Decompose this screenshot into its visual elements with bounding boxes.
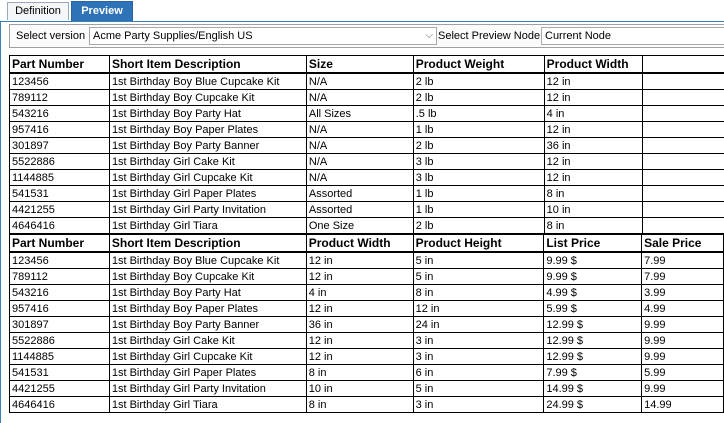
column-header: Sale Price — [642, 235, 724, 253]
column-header: Product Height — [413, 235, 544, 253]
table-cell: 5 in — [413, 252, 544, 269]
table-cell: 4.99 $ — [544, 285, 642, 301]
table-cell: 12 in — [544, 170, 642, 186]
table-cell: 12 in — [413, 301, 544, 317]
table-cell: Assorted — [306, 202, 413, 218]
version-label: Select version — [16, 30, 86, 42]
table-cell: 1st Birthday Boy Paper Plates — [109, 122, 306, 138]
table-row — [10, 365, 724, 381]
table-cell: 10 in — [306, 381, 413, 397]
table-cell — [642, 106, 724, 122]
table-cell: 3 lb — [413, 170, 544, 186]
table-cell: 9.99 — [642, 381, 724, 397]
tab-definition[interactable]: Definition — [7, 2, 69, 20]
table-cell: 2 lb — [413, 73, 544, 90]
table-cell: 5.99 $ — [544, 301, 642, 317]
table-cell: 2 lb — [413, 138, 544, 154]
table-cell: 541531 — [10, 186, 110, 202]
table-cell: 789112 — [10, 269, 110, 285]
preview-table-1 — [9, 55, 724, 234]
table-cell — [642, 73, 724, 90]
column-header: Part Number — [10, 235, 110, 253]
table-cell: 3 in — [413, 349, 544, 365]
table-cell: 12.99 $ — [544, 349, 642, 365]
table-cell: 9.99 $ — [544, 252, 642, 269]
table-cell — [642, 138, 724, 154]
table-cell — [642, 90, 724, 106]
table-cell: 7.99 — [642, 269, 724, 285]
table-cell: 543216 — [10, 285, 110, 301]
table-row — [10, 202, 724, 218]
table-row — [10, 90, 724, 106]
version-select[interactable] — [89, 27, 437, 45]
table-row — [10, 252, 724, 269]
table-cell: 2 lb — [413, 218, 544, 234]
table-cell: 1st Birthday Girl Paper Plates — [109, 365, 306, 381]
table-cell: .5 lb — [413, 106, 544, 122]
column-header: Size — [306, 56, 413, 74]
column-header: Part Number — [10, 56, 110, 74]
table-cell: 5 in — [413, 269, 544, 285]
table-cell: 5 in — [413, 381, 544, 397]
table-cell: 36 in — [544, 138, 642, 154]
table-cell: 4646416 — [10, 218, 110, 234]
table-cell: 1st Birthday Boy Cupcake Kit — [109, 269, 306, 285]
table-row — [10, 73, 724, 90]
column-header: Product Weight — [413, 56, 544, 74]
chevron-down-icon[interactable]: ⌵ — [425, 30, 433, 41]
table-cell: 1st Birthday Boy Paper Plates — [109, 301, 306, 317]
table-row — [10, 186, 724, 202]
table-cell — [642, 186, 724, 202]
table-cell: 1st Birthday Girl Tiara — [109, 218, 306, 234]
table-cell: 5522886 — [10, 154, 110, 170]
table-cell: 12 in — [544, 90, 642, 106]
table-cell: 24.99 $ — [544, 397, 642, 413]
table-cell: 7.99 — [642, 252, 724, 269]
preview-node-select[interactable] — [541, 27, 724, 45]
table-cell: 8 in — [544, 186, 642, 202]
table-row — [10, 397, 724, 413]
table-cell — [642, 202, 724, 218]
table-row — [10, 106, 724, 122]
table-cell: 5522886 — [10, 333, 110, 349]
table-cell: All Sizes — [306, 106, 413, 122]
table-cell: 123456 — [10, 73, 110, 90]
table-row — [10, 269, 724, 285]
table-cell: 1st Birthday Boy Party Banner — [109, 138, 306, 154]
table-cell: 24 in — [413, 317, 544, 333]
table-cell: 9.99 — [642, 333, 724, 349]
table-cell: 1 lb — [413, 122, 544, 138]
table-cell: 9.99 $ — [544, 269, 642, 285]
table-cell: 12.99 $ — [544, 333, 642, 349]
table-cell: 12 in — [306, 349, 413, 365]
table-cell: 4646416 — [10, 397, 110, 413]
table-row — [10, 317, 724, 333]
column-header: Product Width — [306, 235, 413, 253]
table-cell: 8 in — [306, 397, 413, 413]
table-cell: 1st Birthday Girl Party Invitation — [109, 202, 306, 218]
table-row — [10, 122, 724, 138]
table-cell: One Size — [306, 218, 413, 234]
table-cell: 123456 — [10, 252, 110, 269]
table-cell: 12 in — [306, 252, 413, 269]
table-cell: 8 in — [413, 285, 544, 301]
preview-node-label: Select Preview Node — [438, 30, 541, 42]
table-cell: 1144885 — [10, 170, 110, 186]
table-cell: 1st Birthday Girl Cupcake Kit — [109, 170, 306, 186]
preview-node-value: Current Node — [545, 30, 612, 42]
table-cell: 1st Birthday Girl Cake Kit — [109, 333, 306, 349]
table-cell: 4 in — [306, 285, 413, 301]
table-cell: 1st Birthday Girl Tiara — [109, 397, 306, 413]
table-cell: 1st Birthday Boy Cupcake Kit — [109, 90, 306, 106]
table-cell: 1st Birthday Boy Blue Cupcake Kit — [109, 252, 306, 269]
table-row — [10, 301, 724, 317]
table-cell: 8 in — [544, 218, 642, 234]
table-cell: 1st Birthday Boy Party Hat — [109, 106, 306, 122]
table-cell: 12.99 $ — [544, 317, 642, 333]
table-cell: 1st Birthday Girl Cupcake Kit — [109, 349, 306, 365]
table-cell: 4421255 — [10, 202, 110, 218]
table-cell: 2 lb — [413, 90, 544, 106]
table-cell: 7.99 $ — [544, 365, 642, 381]
table-cell: N/A — [306, 122, 413, 138]
column-header: Short Item Description — [109, 235, 306, 253]
tab-strip — [0, 0, 724, 22]
table-cell: 1st Birthday Boy Blue Cupcake Kit — [109, 73, 306, 90]
table-cell: 1st Birthday Boy Party Banner — [109, 317, 306, 333]
table-cell: 4421255 — [10, 381, 110, 397]
table-row — [10, 154, 724, 170]
table-cell — [642, 170, 724, 186]
table-cell: 543216 — [10, 106, 110, 122]
table-row — [10, 138, 724, 154]
table-cell — [642, 218, 724, 234]
table-cell: N/A — [306, 90, 413, 106]
table-cell: 14.99 — [642, 397, 724, 413]
table-cell: 789112 — [10, 90, 110, 106]
table-cell: 1 lb — [413, 186, 544, 202]
table-cell: 4 in — [544, 106, 642, 122]
tab-preview[interactable]: Preview — [71, 1, 133, 21]
table-cell: N/A — [306, 138, 413, 154]
table-cell: 12 in — [306, 333, 413, 349]
table-row — [10, 218, 724, 234]
preview-table-2 — [9, 234, 724, 413]
table-cell: 4.99 — [642, 301, 724, 317]
table-cell: 301897 — [10, 138, 110, 154]
table-cell: N/A — [306, 154, 413, 170]
table-cell: 3 in — [413, 333, 544, 349]
column-header: List Price — [544, 235, 642, 253]
table-cell: 14.99 $ — [544, 381, 642, 397]
table-cell: 1 lb — [413, 202, 544, 218]
table-row — [10, 333, 724, 349]
table-cell: 301897 — [10, 317, 110, 333]
table-cell: 6 in — [413, 365, 544, 381]
table-cell: 3.99 — [642, 285, 724, 301]
table-cell: 8 in — [306, 365, 413, 381]
table-cell: 1st Birthday Boy Party Hat — [109, 285, 306, 301]
table-row — [10, 349, 724, 365]
table-cell: 12 in — [306, 301, 413, 317]
table-header-row — [10, 235, 724, 253]
table-cell: 1144885 — [10, 349, 110, 365]
column-header — [642, 56, 724, 74]
preview-toolbar — [9, 24, 724, 48]
table-cell: 12 in — [306, 269, 413, 285]
table-header-row — [10, 56, 724, 74]
table-cell: 12 in — [544, 73, 642, 90]
column-header: Product Width — [544, 56, 642, 74]
table-cell: 957416 — [10, 122, 110, 138]
table-cell: 3 in — [413, 397, 544, 413]
table-cell: 541531 — [10, 365, 110, 381]
table-cell: 3 lb — [413, 154, 544, 170]
table-cell: N/A — [306, 73, 413, 90]
table-row — [10, 170, 724, 186]
table-cell — [642, 154, 724, 170]
table-cell: 10 in — [544, 202, 642, 218]
table-cell: 12 in — [544, 154, 642, 170]
column-header: Short Item Description — [109, 56, 306, 74]
table-cell: 5.99 — [642, 365, 724, 381]
table-cell: 1st Birthday Girl Cake Kit — [109, 154, 306, 170]
table-cell: 9.99 — [642, 317, 724, 333]
table-cell: 9.99 — [642, 349, 724, 365]
table-cell: 957416 — [10, 301, 110, 317]
version-select-value: Acme Party Supplies/English US — [93, 30, 253, 42]
table-cell: 1st Birthday Girl Party Invitation — [109, 381, 306, 397]
table-cell: N/A — [306, 170, 413, 186]
table-row — [10, 381, 724, 397]
table-cell — [642, 122, 724, 138]
table-cell: Assorted — [306, 186, 413, 202]
table-cell: 36 in — [306, 317, 413, 333]
table-cell: 12 in — [544, 122, 642, 138]
table-row — [10, 285, 724, 301]
table-cell: 1st Birthday Girl Paper Plates — [109, 186, 306, 202]
